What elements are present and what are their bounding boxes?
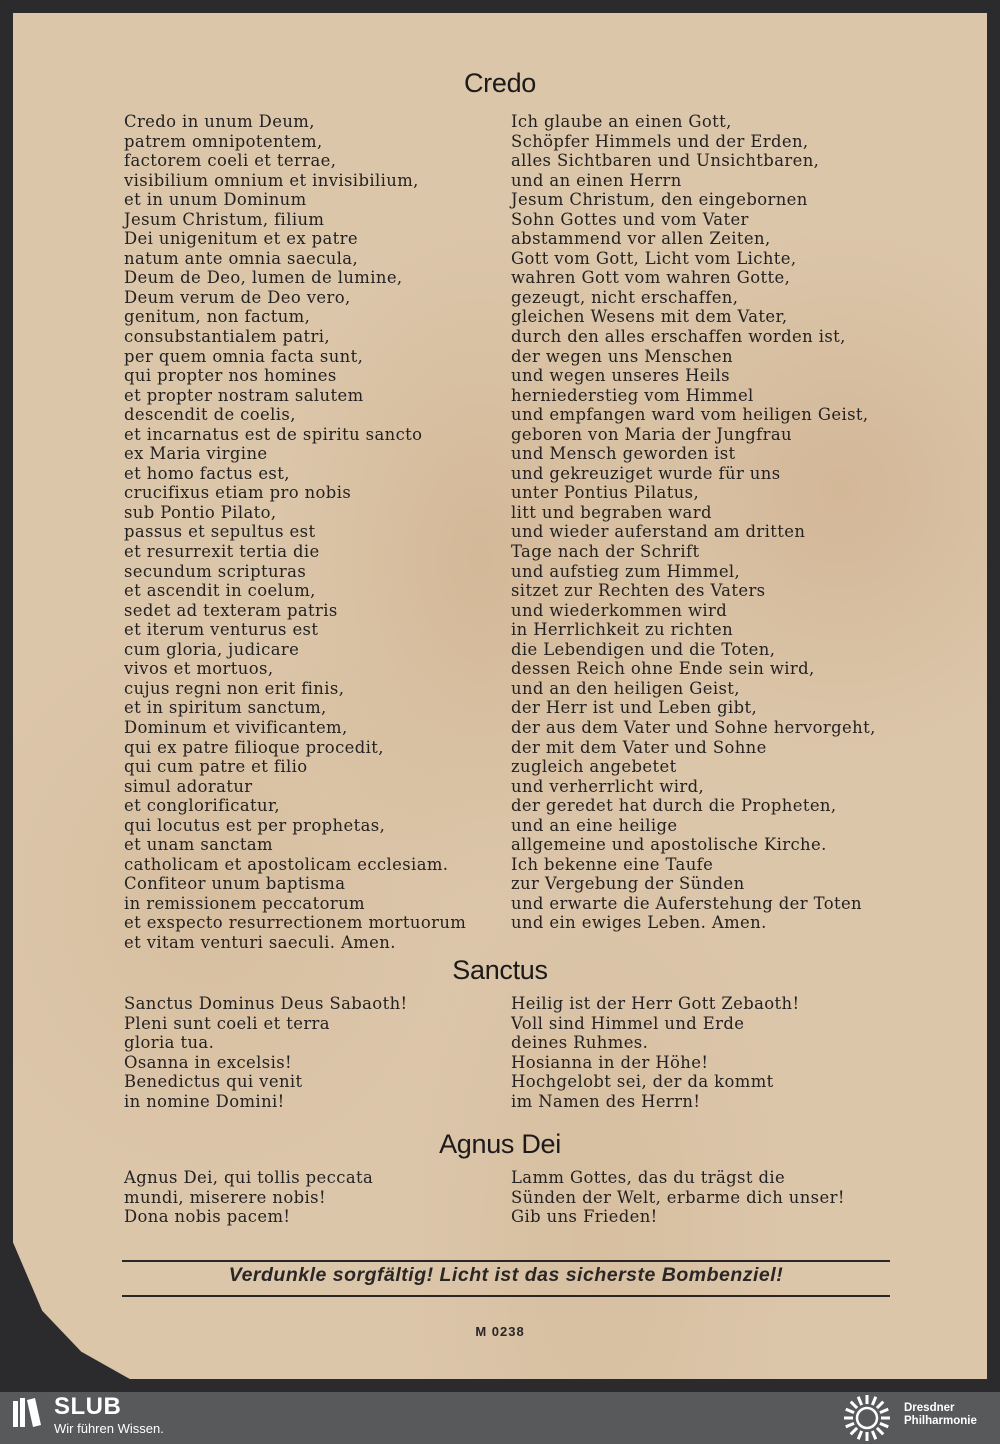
text-line: und gekreuziget wurde für uns [511, 463, 781, 483]
text-line: dessen Reich ohne Ende sein wird, [511, 659, 815, 679]
text-line: Ich bekenne eine Taufe [511, 854, 714, 874]
text-line: descendit de coelis, [124, 405, 296, 425]
text-line: et in unum Dominum [124, 190, 307, 210]
text-line: geboren von Maria der Jungfrau [511, 424, 793, 444]
text-line: in remissionem peccatorum [124, 893, 365, 913]
text-line: der Herr ist und Leben gibt, [511, 698, 758, 718]
text-line: genitum, non factum, [124, 307, 311, 327]
text-line: im Namen des Herrn! [511, 1091, 701, 1111]
text-line: Credo in unum Deum, [124, 112, 315, 131]
text-line: Hosianna in der Höhe! [511, 1052, 709, 1072]
text-line: consubstantialem patri, [124, 327, 331, 347]
text-line: und wegen unseres Heils [511, 366, 730, 386]
text-line: Dona nobis pacem! [124, 1207, 291, 1227]
text-line: ex Maria virgine [124, 444, 268, 464]
text-line: et homo factus est, [124, 463, 290, 483]
text-line: Sohn Gottes und vom Vater [511, 209, 749, 229]
text-line: Lamm Gottes, das du trägst die [511, 1168, 786, 1187]
text-line: vivos et mortuos, [124, 659, 274, 679]
credo-latin-text [124, 112, 466, 953]
text-line: herniederstieg vom Himmel [511, 385, 754, 405]
agnus-dei-heading: Agnus Dei [439, 1129, 561, 1159]
text-line: Schöpfer Himmels und der Erden, [511, 131, 809, 151]
text-line: durch den alles erschaffen worden ist, [511, 327, 846, 347]
text-line: Dominum et vivificantem, [124, 717, 348, 737]
text-line: secundum scripturas [124, 561, 307, 581]
text-line: und an den heiligen Geist, [511, 678, 740, 698]
text-line: und wieder auferstand am dritten [511, 522, 806, 542]
text-line: wahren Gott vom wahren Gotte, [511, 268, 791, 288]
slub-slogan: Wir führen Wissen. [54, 1421, 164, 1436]
sanctus-german-text [511, 994, 799, 1111]
text-line: Deum de Deo, lumen de lumine, [124, 268, 403, 288]
credo-german-text [511, 112, 876, 933]
bottom-rule [122, 1295, 890, 1297]
text-line: und Mensch geworden ist [511, 444, 736, 464]
text-line: in Herrlichkeit zu richten [511, 620, 734, 640]
text-line: und an eine heilige [511, 815, 678, 835]
text-line: qui cum patre et filio [124, 757, 308, 777]
sanctus-latin-text [124, 994, 408, 1111]
text-line: und erwarte die Auferstehung der Toten [511, 893, 862, 913]
text-line: et incarnatus est de spiritu sancto [124, 424, 423, 444]
philharmonie-name [904, 1402, 994, 1428]
philharmonie-name-line1: Dresdner [904, 1402, 955, 1414]
slub-name: SLUB [54, 1393, 122, 1420]
text-line: und ein ewiges Leben. Amen. [511, 913, 767, 933]
text-line: und an einen Herrn [511, 170, 682, 190]
text-line: alles Sichtbaren und Unsichtbaren, [511, 151, 820, 171]
text-line: Sünden der Welt, erbarme dich unser! [511, 1187, 845, 1207]
text-line: gezeugt, nicht erschaffen, [511, 287, 739, 307]
text-line: passus et sepultus est [124, 522, 316, 542]
text-line: Deum verum de Deo vero, [124, 287, 351, 307]
text-line: Confiteor unum baptisma [124, 874, 346, 894]
text-line: Jesum Christum, filium [124, 209, 325, 229]
text-line: unter Pontius Pilatus, [511, 483, 700, 503]
text-line: visibilium omnium et invisibilium, [124, 170, 419, 190]
text-line: et resurrexit tertia die [124, 542, 320, 562]
text-line: et in spiritum sanctum, [124, 698, 327, 718]
text-line: Voll sind Himmel und Erde [511, 1013, 745, 1033]
text-line: und aufstieg zum Himmel, [511, 561, 741, 581]
text-line: patrem omnipotentem, [124, 131, 323, 151]
text-line: mundi, miserere nobis! [124, 1187, 326, 1207]
blackout-notice: Verdunkle sorgfältig! Licht ist das sicherste Bombenziel! [228, 1264, 784, 1286]
text-line: qui locutus est per prophetas, [124, 815, 386, 835]
text-line: und verherrlicht wird, [511, 776, 705, 796]
text-line: Heilig ist der Herr Gott Zebaoth! [511, 994, 800, 1013]
text-line: et exspecto resurrectionem mortuorum [124, 913, 467, 933]
text-line: qui propter nos homines [124, 366, 337, 386]
text-line: und wiederkommen wird [511, 600, 728, 620]
text-line: cujus regni non erit finis, [124, 678, 345, 698]
text-line: Ich glaube an einen Gott, [511, 112, 732, 131]
text-line: natum ante omnia saecula, [124, 248, 359, 268]
text-line: Benedictus qui venit [124, 1072, 303, 1092]
text-line: sub Pontio Pilato, [124, 502, 277, 522]
credo-heading: Credo [463, 68, 537, 98]
text-line: in nomine Domini! [124, 1091, 285, 1111]
text-line: qui ex patre filioque procedit, [124, 737, 384, 757]
philharmonie-name-line2: Philharmonie [904, 1415, 977, 1427]
text-line: sitzet zur Rechten des Vaters [511, 581, 766, 601]
text-line: catholicam et apostolicam ecclesiam. [124, 854, 449, 874]
text-line: Agnus Dei, qui tollis peccata [124, 1168, 374, 1187]
text-line: Tage nach der Schrift [511, 542, 700, 562]
text-line: factorem coeli et terrae, [124, 151, 337, 171]
text-line: zugleich angebetet [511, 757, 677, 777]
text-line: et unam sanctam [124, 835, 273, 855]
text-line: crucifixus etiam pro nobis [124, 483, 352, 503]
text-line: der wegen uns Menschen [511, 346, 733, 366]
text-line: und empfangen ward vom heiligen Geist, [511, 405, 869, 425]
text-line: et conglorificatur, [124, 796, 281, 816]
text-line: der geredet hat durch die Propheten, [511, 796, 837, 816]
text-line: et vitam venturi saeculi. Amen. [124, 932, 396, 952]
text-line: Gib uns Frieden! [511, 1207, 658, 1227]
text-line: der aus dem Vater und Sohne hervorgeht, [511, 717, 876, 737]
text-line: Dei unigenitum et ex patre [124, 229, 358, 249]
text-line: litt und begraben ward [511, 502, 712, 522]
text-line: die Lebendigen und die Toten, [511, 639, 776, 659]
text-line: simul adoratur [124, 776, 253, 796]
text-line: cum gloria, judicare [124, 639, 300, 659]
text-line: et propter nostram salutem [124, 385, 364, 405]
text-line: et ascendit in coelum, [124, 581, 316, 601]
text-line: Osanna in excelsis! [124, 1052, 293, 1072]
agnus-dei-german-text [511, 1168, 845, 1227]
text-line: Pleni sunt coeli et terra [124, 1013, 330, 1033]
footer-bar [0, 1392, 1000, 1444]
text-line: gloria tua. [124, 1033, 215, 1053]
text-line: der mit dem Vater und Sohne [511, 737, 767, 757]
text-line: deines Ruhmes. [511, 1033, 649, 1053]
text-line: gleichen Wesens mit dem Vater, [511, 307, 788, 327]
sanctus-heading: Sanctus [452, 955, 548, 985]
text-line: et iterum venturus est [124, 620, 319, 640]
text-line: allgemeine und apostolische Kirche. [511, 835, 827, 855]
slub-logo-icon [13, 1398, 41, 1428]
philharmonie-logo-icon [843, 1394, 891, 1442]
agnus-dei-latin-text [124, 1168, 373, 1227]
text-line: abstammend vor allen Zeiten, [511, 229, 771, 249]
text-line: Jesum Christum, den eingebornen [511, 190, 808, 210]
text-line: sedet ad texteram patris [124, 600, 338, 620]
text-line: Gott vom Gott, Licht vom Lichte, [511, 248, 797, 268]
document-code: M 0238 [475, 1324, 525, 1339]
text-line: per quem omnia facta sunt, [124, 346, 364, 366]
top-rule [122, 1260, 890, 1262]
text-line: zur Vergebung der Sünden [511, 874, 745, 894]
text-line: Sanctus Dominus Deus Sabaoth! [124, 994, 408, 1013]
text-line: Hochgelobt sei, der da kommt [511, 1072, 774, 1092]
